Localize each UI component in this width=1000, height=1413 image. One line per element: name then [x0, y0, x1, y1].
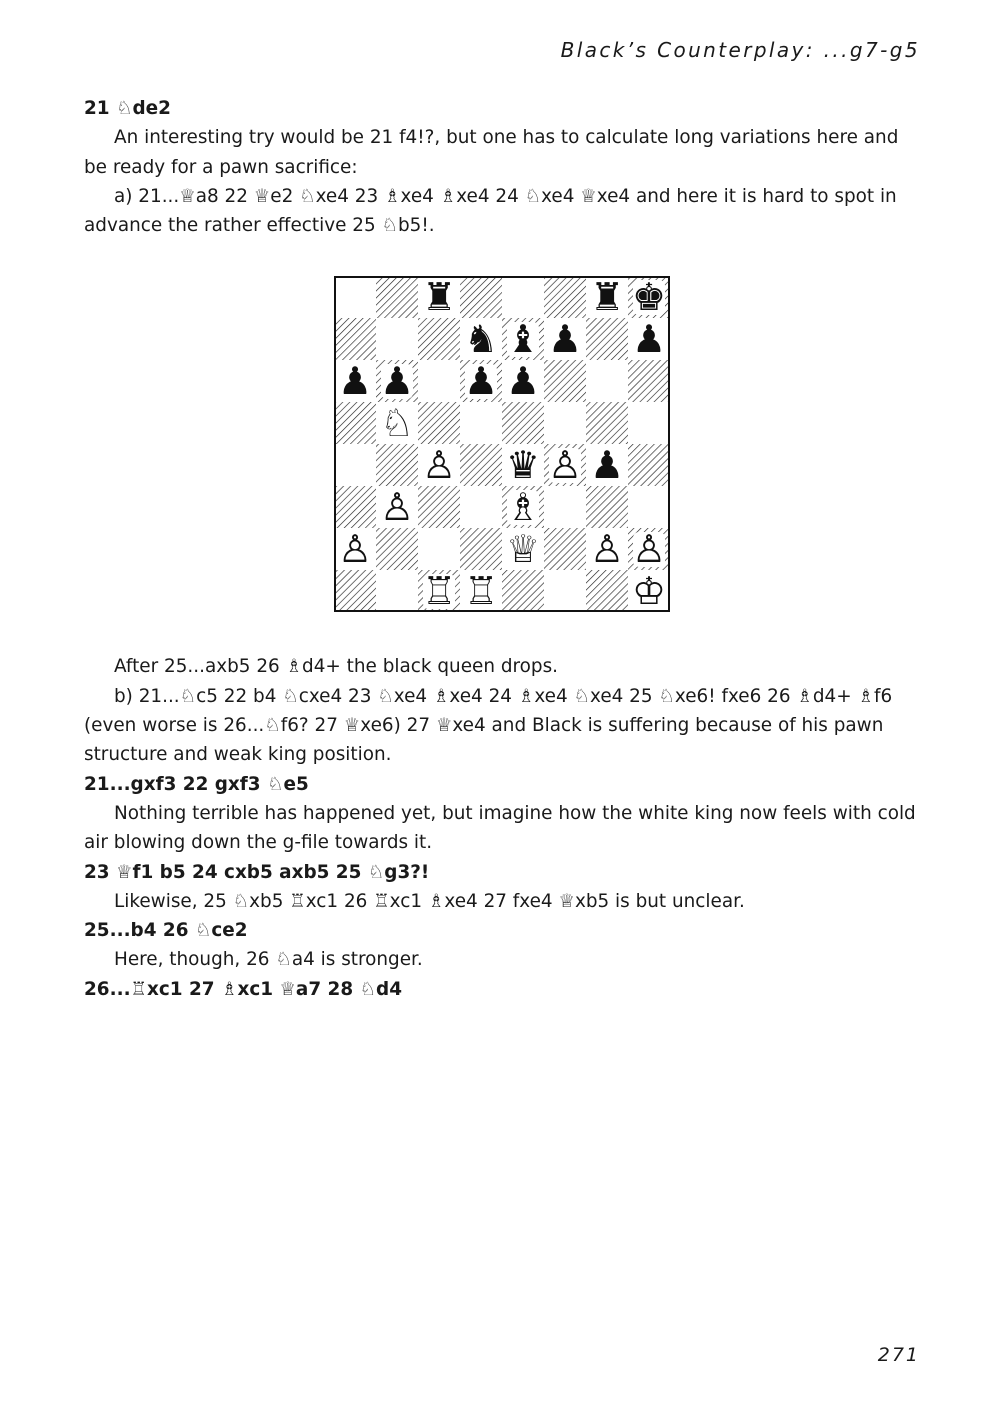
light-square: [586, 360, 628, 402]
black-pawn-h7: ♟: [631, 317, 667, 362]
black-pawn-b6: ♟: [379, 359, 415, 404]
dark-square: [544, 276, 586, 318]
light-square: [460, 486, 502, 528]
dark-square: [376, 528, 418, 570]
white-pawn-h2: ♙: [631, 527, 667, 572]
white-king-h1: ♔: [631, 569, 667, 613]
light-square: [544, 402, 586, 444]
dark-square: [544, 528, 586, 570]
paragraph: Likewise, 25 ♘xb5 ♖xc1 26 ♖xc1 ♗xe4 27 fxe4 ♕xb5 is but unclear.: [114, 890, 745, 912]
black-pawn-d6: ♟: [463, 359, 499, 404]
paragraph: After 25...axb5 26 ♗d4+ the black queen drops.: [114, 656, 559, 678]
black-queen-e4: ♛: [505, 443, 541, 488]
black-king-h8: ♚: [631, 276, 667, 320]
black-knight-d7: ♞: [463, 317, 499, 362]
light-square: [502, 276, 544, 318]
black-pawn-f7: ♟: [547, 317, 583, 362]
white-bishop-e3: ♗: [505, 485, 541, 530]
black-bishop-e7: ♝: [505, 317, 541, 362]
dark-square: [586, 318, 628, 360]
light-square: [376, 318, 418, 360]
dark-square: [502, 402, 544, 444]
chess-diagram: [334, 276, 670, 612]
dark-square: [586, 402, 628, 444]
dark-square: [628, 444, 670, 486]
dark-square: [334, 486, 376, 528]
light-square: [418, 360, 460, 402]
dark-square: [460, 444, 502, 486]
light-square: [460, 402, 502, 444]
paragraph: a) 21...♕a8 22 ♕e2 ♘xe4 23 ♗xe4 ♗xe4 24 ♘xe4 ♕xe4 and here it is hard to spot in advance the rather effective 25 ♘b5!.: [84, 185, 897, 237]
white-pawn-g2: ♙: [589, 527, 625, 572]
dark-square: [334, 318, 376, 360]
dark-square: [502, 570, 544, 612]
black-pawn-g4: ♟: [589, 443, 625, 488]
dark-square: [586, 570, 628, 612]
light-square: [376, 570, 418, 612]
white-rook-d1: ♖: [463, 569, 499, 613]
dark-square: [460, 276, 502, 318]
white-queen-e2: ♕: [505, 527, 541, 572]
dark-square: [334, 402, 376, 444]
dark-square: [418, 402, 460, 444]
white-pawn-a2: ♙: [337, 527, 373, 572]
light-square: [628, 402, 670, 444]
dark-square: [586, 486, 628, 528]
light-square: [334, 276, 376, 318]
dark-square: [544, 360, 586, 402]
dark-square: [460, 528, 502, 570]
paragraph: Here, though, 26 ♘a4 is stronger.: [114, 949, 423, 971]
running-head: Black’s Counterplay: ...g7-g5: [560, 38, 920, 62]
white-knight-b5: ♘: [379, 401, 415, 446]
light-square: [544, 570, 586, 612]
main-text: [84, 94, 920, 1004]
move-line: 25...b4 26 ♘ce2: [84, 920, 248, 942]
light-square: [334, 444, 376, 486]
black-pawn-e6: ♟: [505, 359, 541, 404]
dark-square: [376, 444, 418, 486]
white-rook-c1: ♖: [421, 569, 457, 613]
paragraph: Nothing terrible has happened yet, but imagine how the white king now feels with cold air blowing down the g-file towards it.: [84, 802, 916, 854]
light-square: [418, 528, 460, 570]
dark-square: [418, 486, 460, 528]
white-pawn-c4: ♙: [421, 443, 457, 488]
paragraph: An interesting try would be 21 f4!?, but one has to calculate long variations here and be ready for a pawn sacrifice:: [84, 127, 899, 178]
dark-square: [418, 318, 460, 360]
paragraph: b) 21...♘c5 22 b4 ♘cxe4 23 ♘xe4 ♗xe4 24 ♗xe4 ♘xe4 25 ♘xe6! fxe6 26 ♗d4+ ♗f6 (even worse is 26...♘f6? 27 ♕xe6) 27 ♕xe4 and Black is suffering because of his pawn structure and weak king position.: [84, 685, 893, 766]
light-square: [544, 486, 586, 528]
dark-square: [376, 276, 418, 318]
page-number: 271: [877, 1344, 920, 1366]
chess-board: [334, 276, 670, 612]
black-rook-g8: ♜: [589, 276, 625, 320]
white-pawn-b3: ♙: [379, 485, 415, 530]
light-square: [628, 486, 670, 528]
move-line: 21 ♘de2: [84, 98, 171, 119]
move-line: 21...gxf3 22 gxf3 ♘e5: [84, 773, 309, 795]
dark-square: [334, 570, 376, 612]
black-pawn-a6: ♟: [337, 359, 373, 404]
black-rook-c8: ♜: [421, 276, 457, 320]
white-pawn-f4: ♙: [547, 443, 583, 488]
move-line: 23 ♕f1 b5 24 cxb5 axb5 25 ♘g3?!: [84, 861, 430, 883]
dark-square: [628, 360, 670, 402]
move-line: 26...♖xc1 27 ♗xc1 ♕a7 28 ♘d4: [84, 978, 402, 1000]
